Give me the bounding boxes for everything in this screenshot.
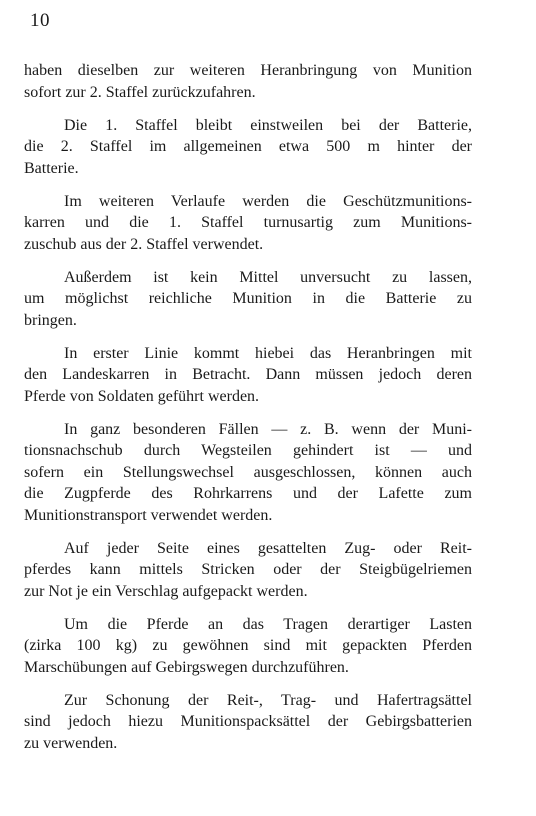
paragraph (24, 115, 472, 180)
paragraph (24, 614, 472, 679)
paragraph (24, 419, 472, 527)
text-line: Marschübungen auf Gebirgswegen durchzuführen. (24, 658, 349, 676)
paragraph (24, 191, 472, 256)
text-line: die Zugpferde des Rohrkarrens und der Lafette zum (24, 485, 472, 502)
paragraph (24, 60, 472, 103)
text-line: bringen. (24, 311, 77, 329)
text-line: Pferde von Soldaten geführt werden. (24, 387, 260, 405)
text-line: In ganz besonderen Fällen — z. B. wenn der Muni- (64, 420, 472, 438)
text-line: zu verwenden. (24, 734, 118, 752)
text-line: um möglichst reichliche Munition in die Batterie zu (24, 290, 472, 307)
text-line: Um die Pferde an das Tragen derartiger Lasten (64, 615, 472, 633)
text-line: Batterie. (24, 159, 79, 177)
page-number: 10 (30, 10, 50, 31)
text-line: In erster Linie kommt hiebei das Heranbringen mit (64, 344, 472, 362)
paragraph (24, 267, 472, 332)
text-line: zuschub aus der 2. Staffel verwendet. (24, 235, 264, 253)
paragraph (24, 538, 472, 603)
text-line: sofern ein Stellungswechsel ausgeschlossen, können auch (24, 463, 472, 481)
text-line: Außerdem ist kein Mittel unversucht zu lassen, (64, 268, 472, 286)
text-line: haben dieselben zur weiteren Heranbringung von Munition (24, 62, 472, 79)
text-line: karren und die 1. Staffel turnusartig zum Munitions- (24, 214, 472, 231)
text-line: die 2. Staffel im allgemeinen etwa 500 m hinter der (24, 138, 472, 155)
text-line: (zirka 100 kg) zu gewöhnen sind mit gepackten Pferden (24, 637, 472, 654)
paragraph (24, 690, 472, 755)
text-line: den Landeskarren in Betracht. Dann müssen jedoch deren (24, 366, 472, 383)
text-line: sind jedoch hiezu Munitionspacksättel der Gebirgsbatterien (24, 713, 472, 730)
text-line: sofort zur 2. Staffel zurückzufahren. (24, 83, 256, 101)
text-line: Die 1. Staffel bleibt einstweilen bei der Batterie, (64, 116, 472, 134)
text-line: Munitionstransport verwendet werden. (24, 506, 273, 524)
text-body (24, 60, 472, 766)
text-line: zur Not je ein Verschlag aufgepackt werden. (24, 582, 308, 600)
text-line: Auf jeder Seite eines gesattelten Zug- oder Reit- (64, 539, 472, 557)
text-line: pferdes kann mittels Stricken oder der Steigbügelriemen (24, 561, 472, 578)
text-line: Zur Schonung der Reit-, Trag- und Hafertragsättel (64, 691, 472, 709)
text-line: tionsnachschub durch Wegsteilen gehindert ist — und (24, 442, 472, 459)
paragraph (24, 343, 472, 408)
text-line: Im weiteren Verlaufe werden die Geschützmunitions- (64, 192, 472, 210)
